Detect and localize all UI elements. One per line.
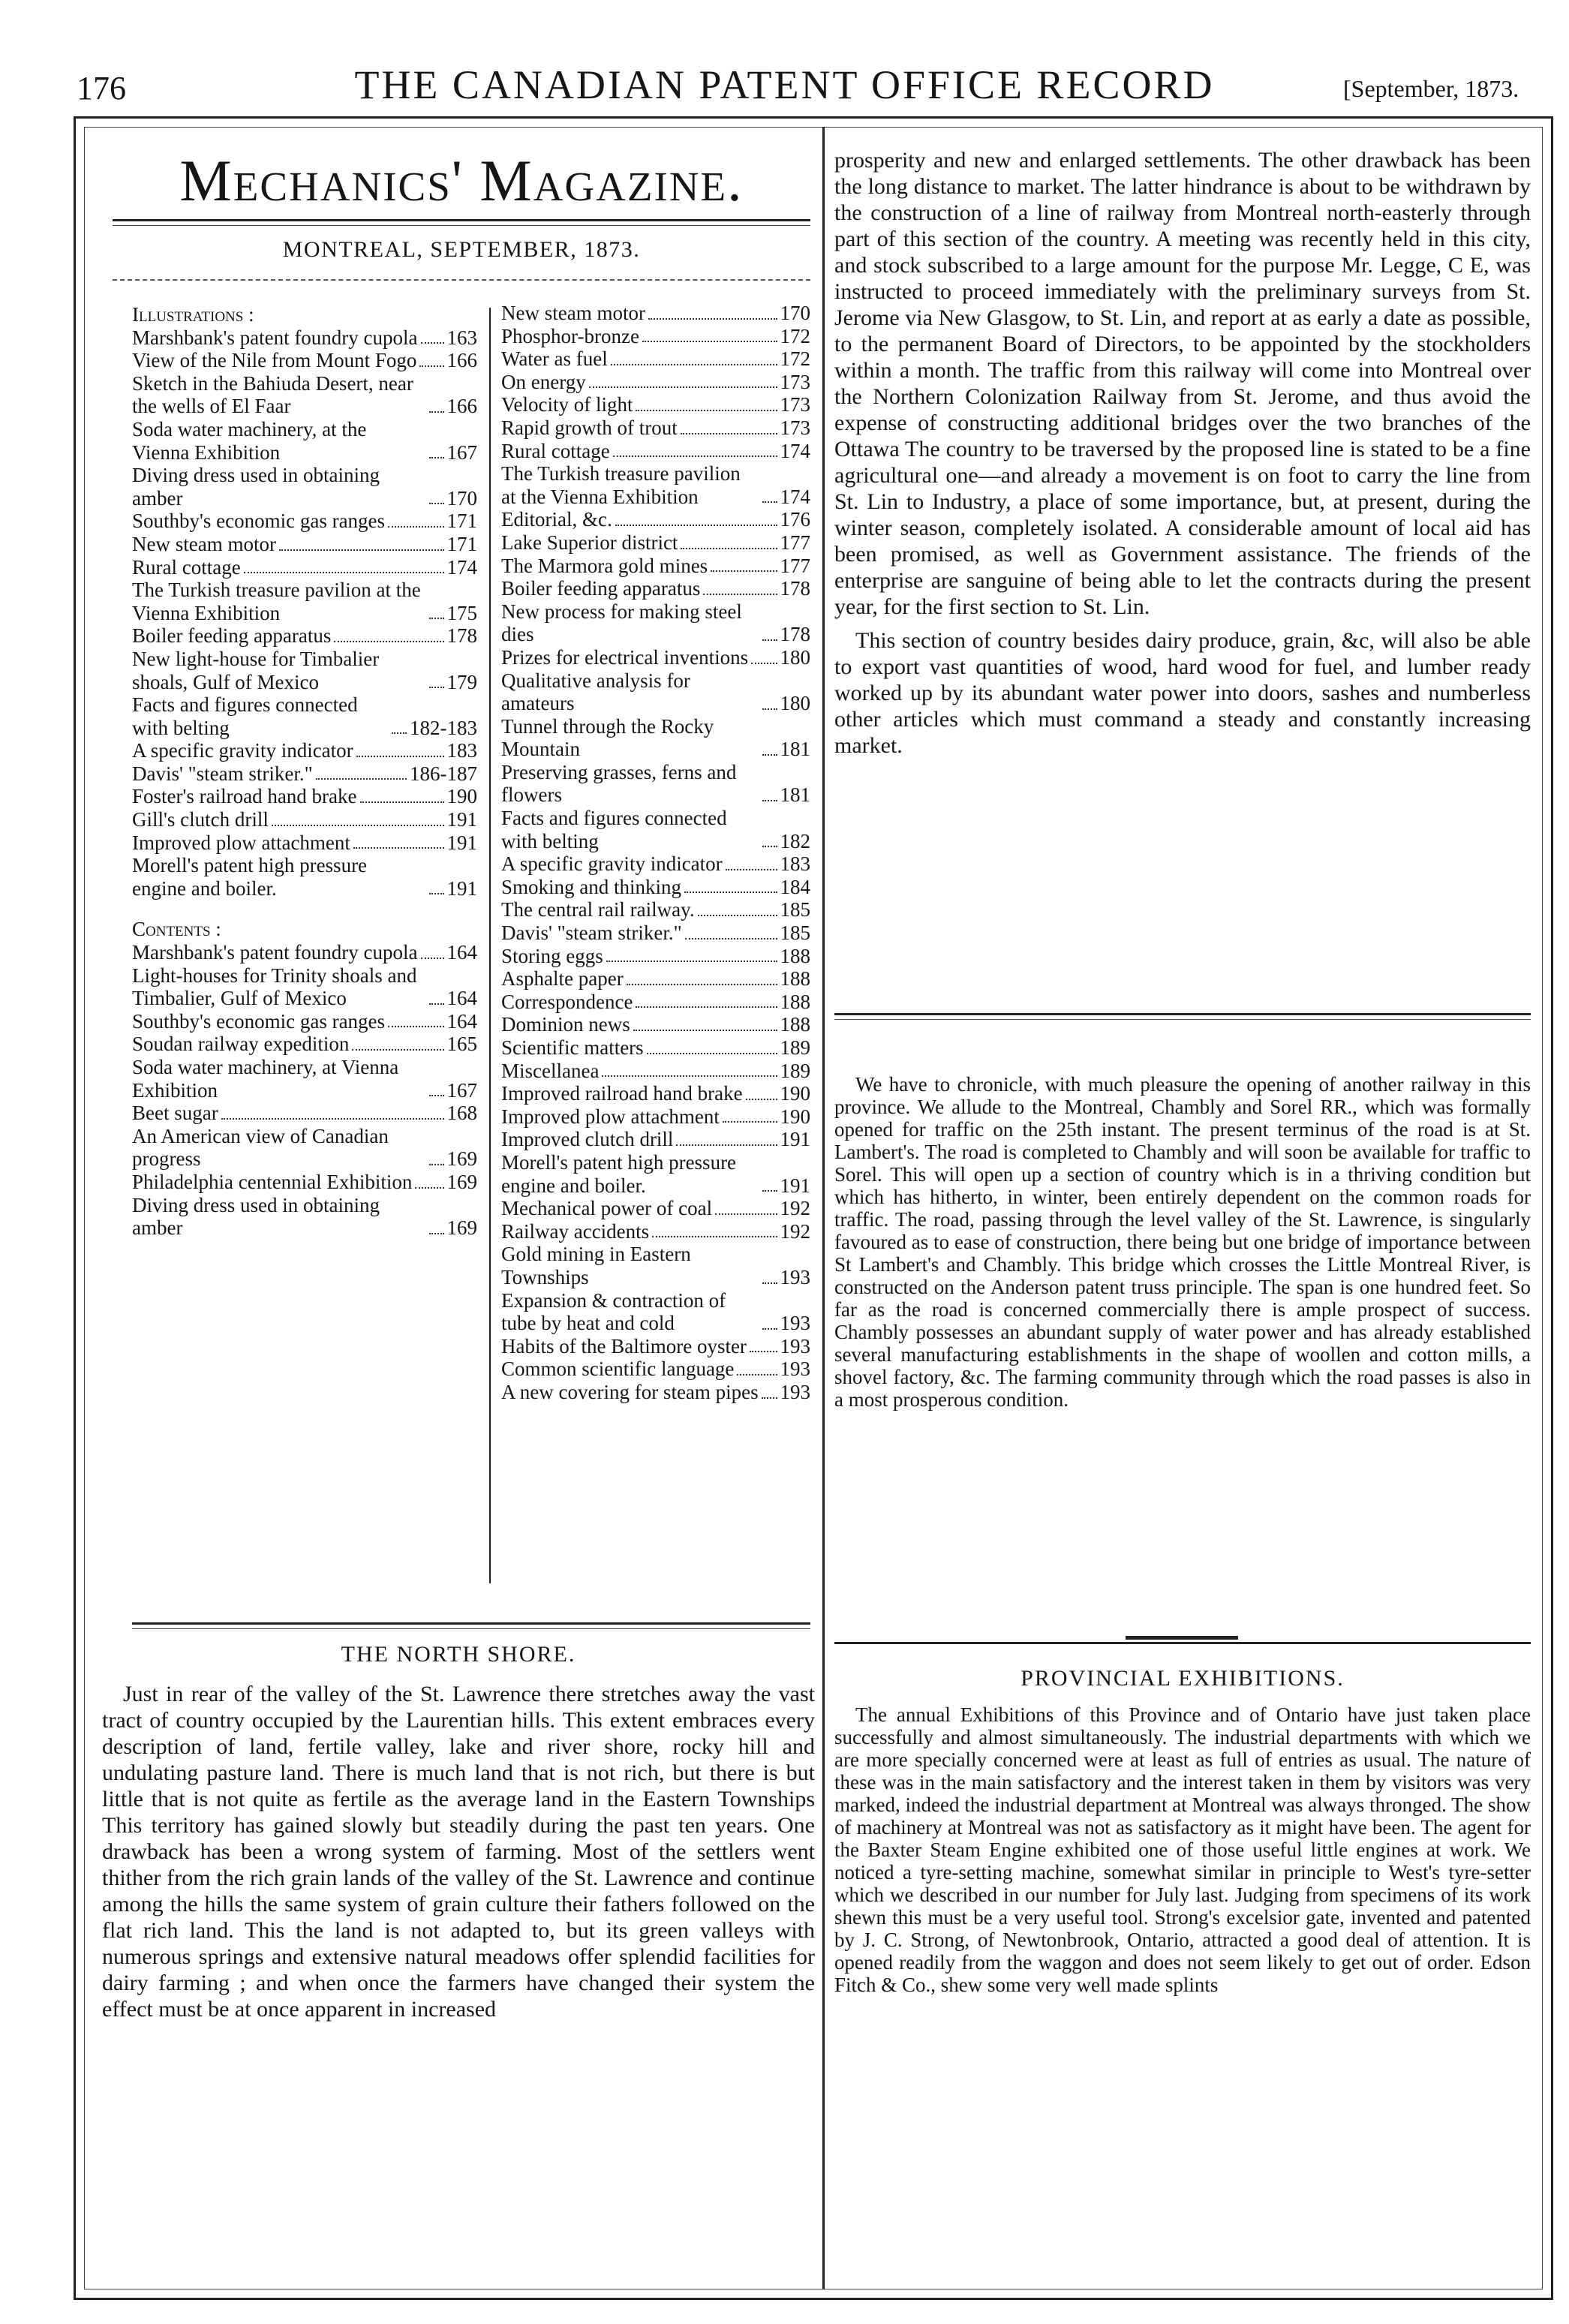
index-entry-title: New process for making steel dies [501, 600, 742, 646]
index-entry-title: The Turkish treasure pavilion at the Vienna Exhibition [501, 462, 741, 508]
index-entry [501, 761, 810, 807]
index-entry [501, 715, 810, 761]
article-separator-rule-thin [834, 1019, 1531, 1020]
index-entry-page: 171 [446, 510, 477, 533]
index-entry [132, 1125, 477, 1171]
index-entry-page: 178 [780, 577, 810, 600]
index-entry-page: 193 [780, 1265, 810, 1288]
dot-leader [221, 1118, 444, 1120]
index-entry-page: 192 [780, 1219, 810, 1243]
index-entry [132, 372, 477, 418]
index-divider [489, 308, 491, 1583]
index-entry-page: 166 [446, 395, 477, 418]
contents-continued-list [501, 302, 810, 1404]
index-entry-title: Sketch in the Bahiuda Desert, near the wells of El Faar [132, 371, 413, 418]
index-entry-title: View of the Nile from Mount Fogo [132, 349, 417, 372]
dot-leader [316, 778, 407, 780]
index-entry-page: 169 [446, 1147, 477, 1171]
dot-leader [611, 364, 777, 365]
index-end-rule [132, 1622, 810, 1625]
index-entry [501, 1335, 810, 1358]
index-entry-page: 164 [446, 1009, 477, 1033]
index-entry-page: 178 [780, 623, 810, 646]
index-entry-title: Asphalte paper [501, 967, 624, 991]
railway-article [834, 1073, 1531, 1418]
dot-leader [272, 825, 444, 826]
index-entry-page: 190 [780, 1082, 810, 1105]
magazine-title: Mechanics' Magazine. [179, 148, 744, 213]
index-entry-page: 174 [446, 555, 477, 579]
index-entry-page: 190 [446, 785, 477, 808]
index-entry-title: Miscellanea [501, 1059, 600, 1082]
dot-leader [681, 548, 777, 549]
index-entry-page: 173 [780, 416, 810, 439]
index-entry-page: 193 [780, 1334, 810, 1357]
index-entry [501, 1082, 810, 1105]
index-entry-page: 184 [780, 875, 810, 898]
dot-leader [429, 618, 444, 619]
index-entry-page: 167 [446, 1078, 477, 1102]
magazine-dateline: MONTREAL, SEPTEMBER, 1873. [282, 237, 641, 262]
index-entry-title: Davis' "steam striker." [501, 921, 682, 945]
index-entry [501, 416, 810, 440]
dot-leader [762, 754, 777, 756]
index-entry [132, 1102, 477, 1125]
illustrations-list [132, 326, 477, 900]
index-entry [132, 941, 477, 964]
index-entry-page: 168 [446, 1102, 477, 1125]
index-entry-title: New steam motor [501, 302, 645, 324]
dot-leader [419, 365, 443, 367]
index-entry-title: On energy [501, 370, 586, 393]
index-entry-title: Qualitative analysis for amateurs [501, 669, 690, 715]
index-entry-title: Storing eggs [501, 944, 603, 967]
dot-leader [762, 639, 777, 641]
prosperity-article [834, 147, 1531, 766]
index-entry-page: 177 [780, 531, 810, 554]
dot-leader [750, 1351, 777, 1352]
dot-leader [762, 800, 777, 801]
dot-leader [606, 961, 777, 962]
dot-leader [652, 1236, 777, 1237]
dot-leader [762, 846, 777, 847]
index-entry-page: 185 [780, 921, 810, 945]
index-entry-page: 191 [446, 808, 477, 831]
dot-leader [392, 732, 407, 734]
index-entry-page: 192 [780, 1197, 810, 1220]
dot-leader [429, 1233, 444, 1234]
dateline-rule [113, 279, 810, 281]
dot-leader [602, 1075, 777, 1077]
index-column-right [501, 302, 810, 1404]
index-entry-title: Improved plow attachment [501, 1105, 720, 1128]
index-entry-page: 181 [780, 783, 810, 807]
index-entry-page: 170 [446, 486, 477, 510]
north-shore-heading: THE NORTH SHORE. [341, 1642, 576, 1667]
index-entry-title: Smoking and thinking [501, 875, 682, 898]
dot-leader [615, 525, 777, 526]
index-entry-page: 191 [780, 1174, 810, 1197]
index-entry-title: Preserving grasses, ferns and flowers [501, 760, 737, 807]
dot-leader [429, 893, 444, 894]
index-entry [501, 1220, 810, 1243]
index-entry [501, 646, 810, 669]
index-entry [132, 349, 477, 372]
index-entry-title: Boiler feeding apparatus [132, 624, 332, 648]
index-entry-page: 185 [780, 898, 810, 921]
index-entry-title: A new covering for steam pipes [501, 1380, 759, 1403]
index-entry-page: 178 [446, 624, 477, 648]
index-entry [501, 555, 810, 578]
index-entry-title: Editorial, &c. [501, 508, 612, 531]
index-entry-title: Expansion & contraction of tube by heat and cold [501, 1288, 726, 1335]
index-entry [501, 898, 810, 921]
dot-leader [429, 1003, 444, 1005]
index-entry-page: 183 [780, 852, 810, 876]
index-entry [132, 1010, 477, 1033]
index-entry [501, 807, 810, 852]
dot-leader [715, 1213, 777, 1215]
index-entry-title: Phosphor-bronze [501, 324, 639, 347]
dot-leader [356, 756, 444, 757]
index-entry-title: Rural cottage [501, 439, 610, 462]
index-entry-title: Tunnel through the Rocky Mountain [501, 714, 714, 761]
masthead-rule [113, 219, 810, 221]
index-entry-title: Correspondence [501, 990, 633, 1013]
index-entry [501, 1105, 810, 1129]
page-number: 176 [77, 70, 126, 107]
index-entry-page: 181 [780, 738, 810, 761]
dot-leader [353, 847, 444, 849]
index-entry [132, 1033, 477, 1056]
dot-leader [647, 1053, 777, 1054]
index-entry-page: 191 [446, 831, 477, 854]
issue-date: [September, 1873. [1343, 75, 1519, 102]
index-entry-page: 173 [780, 393, 810, 416]
dot-leader [429, 687, 444, 688]
dot-leader [429, 503, 444, 504]
index-entry-title: Southby's economic gas ranges [132, 510, 386, 533]
dot-leader [746, 1099, 777, 1100]
index-entry-page: 189 [780, 1036, 810, 1059]
index-entry [501, 508, 810, 531]
dot-leader [429, 1164, 444, 1165]
journal-title: THE CANADIAN PATENT OFFICE RECORD [354, 62, 1215, 107]
index-entry-title: New steam motor [132, 532, 276, 555]
index-entry-page: 171 [446, 532, 477, 555]
index-entry [132, 831, 477, 855]
index-entry-page: 164 [446, 987, 477, 1010]
index-end-rule-thin [132, 1628, 810, 1629]
column-divider [822, 127, 825, 2289]
index-entry [132, 648, 477, 693]
index-entry [132, 785, 477, 808]
index-entry-page: 180 [780, 645, 810, 669]
index-entry-title: Southby's economic gas ranges [132, 1009, 386, 1033]
index-entry [132, 808, 477, 831]
index-entry-title: Davis' "steam striker." [132, 762, 313, 785]
index-entry-title: Marshbank's patent foundry cupola [132, 941, 418, 964]
index-entry [132, 1056, 477, 1102]
index-entry-title: The Turkish treasure pavilion at the Vienna Exhibition [132, 579, 421, 624]
dot-leader [726, 869, 777, 870]
exhibitions-heading: PROVINCIAL EXHIBITIONS. [1020, 1666, 1345, 1691]
contents-label: Contents : [132, 918, 221, 941]
index-entry-title: A specific gravity indicator [501, 852, 723, 876]
dot-leader [711, 570, 777, 572]
index-entry [501, 325, 810, 348]
index-entry [501, 1197, 810, 1220]
exhibitions-paragraph: The annual Exhibitions of this Province and of Ontario have just taken place successfully and almost simultaneously. The industrial departments with which we are more specially concerned were at least as full of entries as usual. The nature of these was in the main satisfactory and the interest taken in them by visitors was very marked, indeed the industrial department at Montreal was always thronged. The show of machinery at Montreal was not as satisfactory as it might have been. The agent for the Baxter Steam Engine exhibited one of those useful little engines at work. We noticed a tyre-setting machine, somewhat similar in principle to West's tyre-setter which we described in our number for July last. Judging from specimens of its work shewn this must be a very useful tool. Strong's excelsior gate, invented and patented by J. C. Strong, of Newtonbrook, Ontario, attracted a good deal of attention. It is opened readily from the waggon and does not seem likely to get out of order. Edson Fitch & Co., shew some very well made splints [834, 1703, 1531, 1996]
illustrations-label: Illustrations : [132, 303, 254, 326]
index-entry-title: Light-houses for Trinity shoals and Timbalier, Gulf of Mexico [132, 964, 417, 1010]
contents-list [132, 941, 477, 1240]
index-entry [501, 921, 810, 945]
dot-leader [703, 594, 777, 595]
dot-leader [648, 318, 777, 320]
dot-leader [421, 958, 444, 959]
index-entry [132, 762, 477, 786]
index-entry-page: 183 [446, 739, 477, 762]
index-entry-page: 188 [780, 990, 810, 1013]
index-entry-page: 176 [780, 508, 810, 531]
index-entry-title: Rapid growth of trout [501, 416, 678, 439]
index-entry [501, 852, 810, 876]
dot-leader [723, 1121, 777, 1123]
index-entry [501, 577, 810, 600]
index-entry-title: Scientific matters [501, 1036, 644, 1059]
dot-leader [751, 663, 777, 664]
prosperity-paragraph-2: This section of country besides dairy produce, grain, &c, will also be able to export vast quantities of wood, hard wood for fuel, and lumber ready worked up by its abundant water power into doors, sashes and numberless other articles which must command a steady and constantly increasing market. [834, 628, 1531, 758]
index-entry-title: Prizes for electrical inventions [501, 645, 749, 669]
index-entry-title: Gold mining in Eastern Townships [501, 1243, 691, 1288]
index-entry [501, 302, 810, 325]
dot-leader [762, 501, 777, 503]
index-entry [501, 462, 810, 508]
dot-leader [244, 572, 444, 573]
running-header [0, 0, 1569, 113]
dot-leader [762, 1397, 777, 1399]
dot-leader [388, 526, 443, 528]
dot-leader [636, 1006, 777, 1008]
index-entry [501, 347, 810, 371]
index-entry-page: 172 [780, 347, 810, 371]
index-entry-page: 180 [780, 692, 810, 715]
index-entry-page: 172 [780, 324, 810, 347]
index-entry-title: The Marmora gold mines [501, 554, 708, 577]
index-entry-title: Morell's patent high pressure engine and boiler. [132, 854, 368, 900]
dot-leader [613, 455, 777, 457]
index-entry [501, 967, 810, 991]
dot-leader [685, 938, 777, 940]
index-entry-page: 191 [780, 1128, 810, 1151]
index-entry-title: Diving dress used in obtaining amber [132, 1193, 380, 1240]
index-entry-title: Gill's clutch drill [132, 808, 269, 831]
index-entry-title: Railway accidents [501, 1219, 650, 1243]
railway-paragraph: We have to chronicle, with much pleasure the opening of another railway in this province. We allude to the Montreal, Chambly and Sorel RR., which was formally opened for traffic on the 25th instant. The present terminus of the road is at St. Lambert's. The road is completed to Chambly and will soon be available for traffic to Sorel. This will open up a section of country which is in a thriving condition but which has hitherto, in winter, been entirely dependent on the common roads for traffic. The road, passing through the level valley of the St. Lawrence, is singularly favoured as to ease of construction, there being but one bridge of importance between St Lambert's and Chambly. This bridge which crosses the Little Montreal River, is constructed on the Anderson patent truss principle. The span is one hundred feet. So far as the road is concerned commercially there is ample prospect of success. Chambly possesses an abundant supply of water power and has already established several manufacturing establishments in the shape of woollen and cotton mills, a shovel factory, &c. The farming community through which the road passes is also in a most prosperous condition. [834, 1073, 1531, 1411]
index-entry [132, 464, 477, 510]
index-entry [132, 533, 477, 556]
index-entry-page: 164 [446, 941, 477, 964]
index-entry [501, 600, 810, 646]
dot-leader [762, 1328, 777, 1330]
index-entry [501, 1036, 810, 1060]
index-entry-title: Water as fuel [501, 347, 608, 371]
index-entry-title: Improved railroad hand brake [501, 1082, 743, 1105]
dot-leader [762, 1282, 777, 1284]
index-entry-page: 190 [780, 1105, 810, 1128]
index-entry-title: Foster's railroad hand brake [132, 785, 357, 808]
index-entry-title: Facts and figures connected with belting [132, 693, 358, 739]
index-entry [501, 440, 810, 463]
index-entry-page: 188 [780, 967, 810, 991]
index-entry-page: 177 [780, 554, 810, 577]
dot-leader [334, 641, 443, 642]
index-entry-page: 193 [780, 1380, 810, 1403]
index-entry-title: Beet sugar [132, 1102, 218, 1125]
index-entry [132, 964, 477, 1010]
index-entry [501, 876, 810, 899]
dot-leader [360, 801, 444, 803]
index-entry-page: 170 [780, 302, 810, 324]
exhibitions-article [834, 1703, 1531, 2004]
dot-leader [737, 1374, 777, 1375]
exhibitions-separator-rule [834, 1642, 1531, 1644]
dot-leader [429, 411, 444, 413]
index-entry-page: 179 [446, 670, 477, 693]
dot-leader [762, 1190, 777, 1192]
index-entry-page: 169 [446, 1216, 477, 1240]
dot-leader [633, 1030, 777, 1031]
index-entry [501, 1060, 810, 1083]
index-entry-title: Marshbank's patent foundry cupola [132, 326, 418, 349]
index-entry-page: 167 [446, 440, 477, 464]
index-entry [501, 1243, 810, 1288]
index-entry-page: 182 [780, 829, 810, 852]
index-entry-page: 193 [780, 1312, 810, 1335]
index-entry-page: 174 [780, 439, 810, 462]
dot-leader [681, 433, 777, 434]
index-entry-title: Habits of the Baltimore oyster [501, 1334, 747, 1357]
index-entry [132, 579, 477, 624]
index-entry [501, 991, 810, 1014]
index-entry [132, 418, 477, 464]
dot-leader [642, 341, 777, 342]
index-entry [132, 739, 477, 762]
dot-leader [421, 342, 444, 344]
index-entry [501, 945, 810, 968]
index-entry-title: New light-house for Timbalier shoals, Gulf of Mexico [132, 647, 380, 693]
index-entry-title: Philadelphia centennial Exhibition [132, 1170, 413, 1193]
dot-leader [762, 708, 777, 710]
index-entry-page: 175 [446, 601, 477, 624]
index-entry-title: Boiler feeding apparatus [501, 577, 701, 600]
index-entry-title: A specific gravity indicator [132, 739, 353, 762]
index-entry-page: 189 [780, 1059, 810, 1082]
index-entry-title: The central rail railway. [501, 898, 695, 921]
index-entry-title: Mechanical power of coal [501, 1197, 713, 1220]
index-entry-title: Soda water machinery, at Vienna Exhibition [132, 1056, 399, 1102]
dot-leader [627, 984, 777, 985]
masthead-rule-thin [113, 225, 810, 226]
index-entry-page: 169 [446, 1170, 477, 1193]
index-entry-page: 173 [780, 370, 810, 393]
prosperity-paragraph-1: prosperity and new and enlarged settlements. The other drawback has been the long distance to market. The latter hindrance is about to be withdrawn by the construction of a line of railway from Montreal north-easterly through part of this section of the country. A meeting was recently held in this city, and stock subscribed to a large amount for the purpose Mr. Legge, C E, was instructed to proceed immediately with the preliminary surveys from St. Jerome via New Glasgow, to St. Lin, and report at as early a date as possible, to the permanent Board of Directors, to be appointed by the stockholders within a month. The traffic from this railway will come into Montreal over the Northern Colonization Railway from St. Jerome, and thus avoid the expense of constructing additional bridges over the two branches of the Ottawa The country to be traversed by the proposed line is stated to be a fine agricultural one—and already a movement is on foot to carry the line from St. Lin to Industry, a place of some importance, but, at present, during the winter season, completely isolated. A considerable amount of local aid has been promised, as well as Government assistance. The friends of the enterprise are sanguine of being able to let the contracts during the present year, for the first section to St. Lin. [834, 148, 1531, 619]
index-column-left [132, 302, 477, 1240]
index-entry [501, 1128, 810, 1151]
index-entry [132, 1194, 477, 1240]
index-entry-page: 191 [446, 876, 477, 900]
index-entry [132, 854, 477, 900]
index-entry [501, 1289, 810, 1335]
dot-leader [388, 1026, 443, 1027]
index-entry [501, 1357, 810, 1381]
exhibitions-ornament-rule [1126, 1636, 1238, 1640]
index-entry-page: 165 [446, 1033, 477, 1056]
index-entry [501, 371, 810, 394]
index-entry-title: Improved clutch drill [501, 1128, 674, 1151]
north-shore-paragraph: Just in rear of the valley of the St. Lawrence there stretches away the vast tract of country occupied by the Laurentian hills. This extent embraces every description of land, fertile valley, lake and river shore, rocky hill and undulating pasture land. There is much land that is not rich, but there is but little that is not quite as fertile as the average land in the Eastern Townships This territory has gained slowly but steadily during the past ten years. One drawback has been a wrong system of farming. Most of the settlers went thither from the rich grain lands of the valley of the St. Lawrence and continue among the hills the same system of grain culture their fathers followed on the flat rich land. This the land is not adapted to, but its green valleys with numerous springs and extensive natural meadows offer splendid facilities for dairy farming ; and when once the farmers have changed their system the effect must be at once apparent in increased [102, 1682, 815, 2022]
dot-leader [429, 1095, 444, 1096]
index-entry-page: 188 [780, 1013, 810, 1036]
dot-leader [279, 549, 444, 551]
index-entry-page: 188 [780, 944, 810, 967]
index-entry [501, 1151, 810, 1197]
index-entry-title: Facts and figures connected with belting [501, 807, 727, 852]
index-entry-page: 174 [780, 485, 810, 508]
north-shore-article [102, 1681, 815, 2030]
index-entry-title: Velocity of light [501, 393, 633, 416]
index-entry-title: Morell's patent high pressure engine and boiler. [501, 1150, 737, 1197]
index-entry [132, 693, 477, 739]
index-entry [501, 1013, 810, 1036]
dot-leader [589, 386, 777, 388]
index-entry-title: Rural cottage [132, 555, 241, 579]
index-entry-title: Lake Superior district [501, 531, 678, 554]
index-entry-title: An American view of Canadian progress [132, 1124, 389, 1171]
index-entry [132, 556, 477, 579]
dot-leader [352, 1049, 443, 1051]
index-entry-title: Improved plow attachment [132, 831, 350, 854]
dot-leader [676, 1144, 777, 1146]
index-entry [501, 531, 810, 555]
index-entry [132, 1171, 477, 1194]
dot-leader [636, 410, 777, 411]
index-entry-title: Soudan railway expedition [132, 1033, 350, 1056]
index-entry-page: 163 [446, 326, 477, 349]
index-entry-title: Dominion news [501, 1013, 630, 1036]
index-entry-title: Common scientific language [501, 1357, 735, 1381]
index-entry [501, 1381, 810, 1404]
dot-leader [415, 1187, 443, 1189]
index-entry-page: 166 [446, 349, 477, 372]
index-entry [501, 669, 810, 715]
index-entry-page: 186-187 [410, 762, 477, 785]
article-separator-rule [834, 1013, 1531, 1015]
index-entry-page: 182-183 [410, 716, 477, 739]
dot-leader [684, 891, 777, 893]
index-entry-page: 193 [780, 1357, 810, 1381]
dot-leader [698, 915, 777, 916]
dot-leader [429, 457, 444, 458]
index-entry [132, 624, 477, 648]
index-entry [132, 510, 477, 533]
index-entry [501, 393, 810, 416]
index-entry [132, 326, 477, 350]
index-entry-title: Soda water machinery, at the Vienna Exhibition [132, 417, 367, 464]
index-entry-title: Diving dress used in obtaining amber [132, 464, 380, 510]
